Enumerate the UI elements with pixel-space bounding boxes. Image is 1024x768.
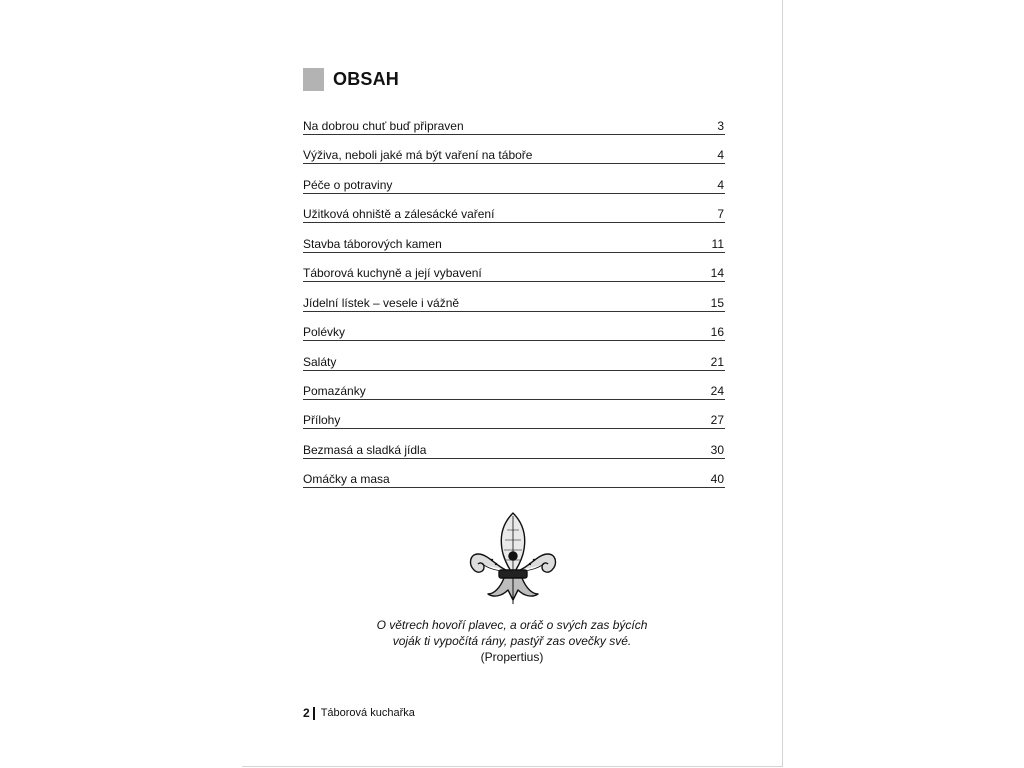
fleur-de-lis-icon bbox=[466, 510, 560, 608]
toc-entry bbox=[303, 237, 725, 253]
toc-title: Na dobrou chuť buď připraven bbox=[303, 119, 464, 133]
toc-entry bbox=[303, 325, 725, 341]
toc-title: Omáčky a masa bbox=[303, 472, 390, 487]
toc-row bbox=[303, 288, 725, 317]
toc-row bbox=[303, 199, 725, 228]
toc-entry bbox=[303, 384, 725, 400]
toc-title: Polévky bbox=[303, 325, 346, 340]
toc-page-number: 4 bbox=[717, 177, 724, 192]
toc-row bbox=[303, 317, 725, 346]
toc-row bbox=[303, 405, 725, 434]
toc-entry bbox=[303, 178, 725, 194]
toc-title: Výživa, neboli jaké má být vaření na táboře bbox=[303, 148, 533, 163]
toc-entry bbox=[303, 413, 725, 429]
book-title: Táborová kuchařka bbox=[320, 707, 415, 719]
toc-row bbox=[303, 376, 725, 405]
toc-page-number: 7 bbox=[717, 207, 724, 222]
quote-line-1: O větrech hovoří plavec, a oráč o svých zas býcích bbox=[376, 618, 648, 632]
page-number: 2 bbox=[303, 706, 310, 720]
quote-author: (Propertius) bbox=[480, 650, 544, 664]
toc-page-number: 4 bbox=[717, 148, 724, 163]
toc-title: Péče o potraviny bbox=[303, 177, 393, 192]
toc-title: Táborová kuchyně a její vybavení bbox=[303, 266, 482, 281]
toc-entry bbox=[303, 119, 725, 135]
toc-page-number: 16 bbox=[710, 325, 724, 340]
toc-title: Užitková ohniště a zálesácké vaření bbox=[303, 207, 495, 222]
quote-line-2: voják ti vypočítá rány, pastýř zas ovečky své. bbox=[392, 634, 632, 648]
toc-row bbox=[303, 111, 725, 140]
toc-page-number: 3 bbox=[717, 119, 724, 133]
toc-page-number: 14 bbox=[710, 266, 724, 281]
toc-entry bbox=[303, 207, 725, 223]
footer-divider bbox=[313, 707, 315, 720]
toc-row bbox=[303, 464, 725, 493]
toc-title: Stavba táborových kamen bbox=[303, 236, 442, 251]
toc-title: Pomazánky bbox=[303, 383, 366, 398]
toc-title: Saláty bbox=[303, 354, 337, 369]
toc-row bbox=[303, 258, 725, 287]
contents-title: OBSAH bbox=[333, 69, 400, 89]
toc-page-number: 24 bbox=[710, 383, 724, 398]
quote-block bbox=[242, 617, 782, 665]
toc-row bbox=[303, 229, 725, 258]
toc-row bbox=[303, 347, 725, 376]
toc-entry bbox=[303, 443, 725, 459]
table-of-contents bbox=[303, 111, 725, 494]
toc-title: Bezmasá a sladká jídla bbox=[303, 442, 427, 457]
toc-entry bbox=[303, 472, 725, 488]
book-page bbox=[242, 0, 783, 767]
toc-entry bbox=[303, 266, 725, 282]
toc-page-number: 40 bbox=[710, 472, 724, 487]
toc-title: Přílohy bbox=[303, 413, 341, 428]
contents-heading bbox=[303, 68, 399, 91]
page-footer bbox=[303, 706, 415, 720]
heading-square-marker bbox=[303, 68, 324, 91]
toc-entry bbox=[303, 355, 725, 371]
toc-title: Jídelní lístek – vesele i vážně bbox=[303, 295, 460, 310]
toc-row bbox=[303, 435, 725, 464]
toc-page-number: 15 bbox=[710, 295, 724, 310]
toc-page-number: 11 bbox=[711, 236, 724, 251]
toc-page-number: 30 bbox=[710, 442, 724, 457]
toc-row bbox=[303, 170, 725, 199]
toc-page-number: 21 bbox=[710, 354, 724, 369]
toc-page-number: 27 bbox=[710, 413, 724, 428]
toc-entry bbox=[303, 296, 725, 312]
toc-entry bbox=[303, 148, 725, 164]
toc-row bbox=[303, 140, 725, 169]
